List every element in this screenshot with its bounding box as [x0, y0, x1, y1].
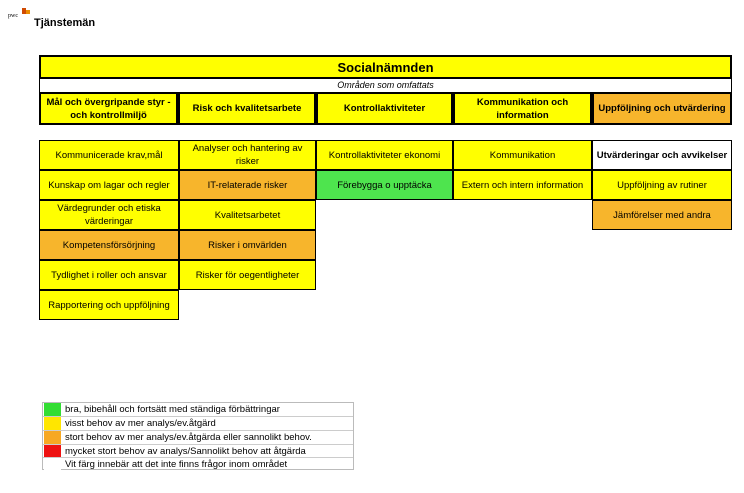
diagram-subtitle: Områden som omfattats: [39, 78, 732, 92]
diagram-title: Socialnämnden: [39, 55, 732, 79]
column-header-styr: Mål och övergripande styr - och kontrollmiljö: [39, 92, 178, 125]
column-header-uppfoljning: Uppföljning och utvärdering: [592, 92, 732, 125]
area-cell: IT-relaterade risker: [179, 170, 316, 200]
legend-label: stort behov av mer analys/ev.åtgärda eller sannolikt behov.: [65, 432, 312, 443]
column-header-kommunikation: Kommunikation och information: [453, 92, 592, 125]
area-cell: Utvärderingar och avvikelser: [592, 140, 732, 170]
logo-text: pwc: [8, 13, 18, 19]
area-cell: Risker i omvärlden: [179, 230, 316, 260]
pwc-logo: [8, 8, 30, 22]
area-cell: Analyser och hantering av risker: [179, 140, 316, 170]
legend-item: [43, 416, 353, 430]
area-cell: Rapportering och uppföljning: [39, 290, 179, 320]
legend-label: bra, bibehåll och fortsätt med ständiga förbättringar: [65, 404, 280, 415]
legend-label: visst behov av mer analys/ev.åtgärd: [65, 418, 216, 429]
legend-swatch: [44, 431, 61, 444]
area-cell: Kommunikation: [453, 140, 592, 170]
area-cell: Kompetensförsörjning: [39, 230, 179, 260]
legend-item: [43, 457, 353, 471]
area-cell: Förebygga o upptäcka: [316, 170, 453, 200]
legend-label: mycket stort behov av analys/Sannolikt behov att åtgärda: [65, 446, 306, 457]
legend-item: [43, 403, 353, 416]
page-title: Tjänstemän: [34, 17, 96, 29]
legend-swatch: [44, 403, 61, 416]
area-cell: Värdegrunder och etiska värderingar: [39, 200, 179, 230]
area-cell: Kvalitetsarbetet: [179, 200, 316, 230]
legend-label: Vit färg innebär att det inte finns frågor inom området: [65, 459, 288, 470]
area-cell: Kommunicerade krav,mål: [39, 140, 179, 170]
area-cell: Uppföljning av rutiner: [592, 170, 732, 200]
area-cell: Jämförelser med andra: [592, 200, 732, 230]
area-cell: Kontrollaktiviteter ekonomi: [316, 140, 453, 170]
column-header-kontroll: Kontrollaktiviteter: [316, 92, 453, 125]
column-header-risk: Risk och kvalitetsarbete: [178, 92, 316, 125]
area-cell: Tydlighet i roller och ansvar: [39, 260, 179, 290]
legend-item: [43, 444, 353, 458]
legend-swatch: [44, 458, 61, 471]
area-cell: Kunskap om lagar och regler: [39, 170, 179, 200]
legend-item: [43, 430, 353, 444]
area-cell: Risker för oegentligheter: [179, 260, 316, 290]
area-cell: Extern och intern information: [453, 170, 592, 200]
legend-swatch: [44, 417, 61, 430]
legend: [42, 402, 354, 470]
